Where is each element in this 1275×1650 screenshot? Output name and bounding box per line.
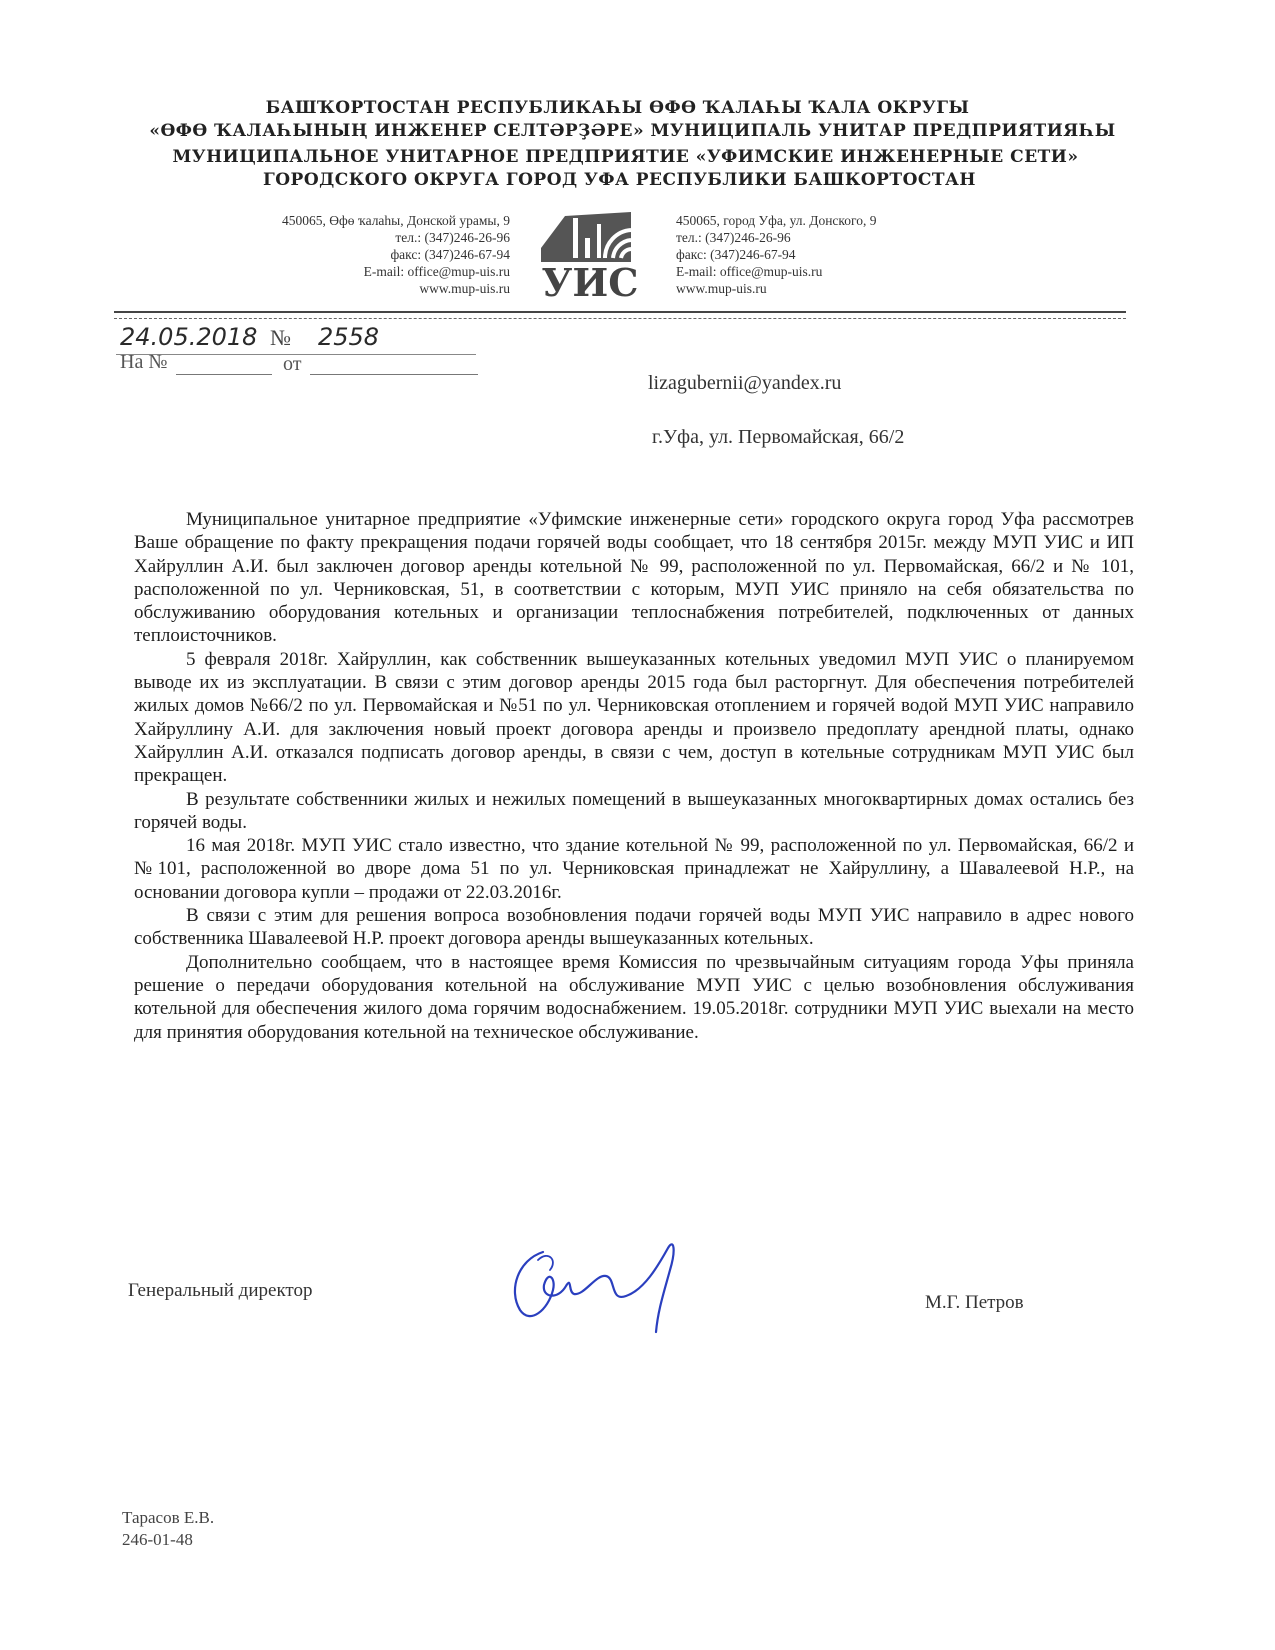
handwritten-signature xyxy=(498,1230,708,1340)
contact-right-email: E-mail: office@mup-uis.ru xyxy=(676,264,823,279)
reply-to-number-blank xyxy=(176,374,272,375)
contact-right-fax: факс: (347)246-67-94 xyxy=(676,247,796,262)
contact-left-website: www.mup-uis.ru xyxy=(419,281,510,296)
signatory-position: Генеральный директор xyxy=(128,1280,313,1301)
header-divider xyxy=(114,311,1126,313)
contact-right-address: 450065, город Уфа, ул. Донского, 9 xyxy=(676,213,877,228)
contact-left-email: E-mail: office@mup-uis.ru xyxy=(363,264,510,279)
contact-left-address: 450065, Өфө ҡалаһы, Донской урамы, 9 xyxy=(281,213,510,228)
letter-body xyxy=(134,508,1134,1044)
body-paragraph: Муниципальное унитарное предприятие «Уфимские инженерные сети» городского округа город Уфа рассмотрев Ваше обращение по факту прекращения подачи горячей воды сообщает, что 18 сентября 2015г. между МУП УИС и ИП Хайруллин А.И. был заключен договор аренды котельной № 99, расположенной по ул. Первомайская, 66/2 и № 101, расположенной по ул. Черниковская, 51, в соответствии с которым, МУП УИС приняло на себя обязательства по обслуживанию оборудования котельных и организации теплоснабжения потребителей, подключенных от данных теплоисточников. xyxy=(134,509,1134,647)
header-line-2: «ӨФӨ ҠАЛАҺЫНЫҢ ИНЖЕНЕР СЕЛТӘРҘӘРЕ» МУНИЦИПАЛЬ УНИТАР ПРЕДПРИЯТИЯҺЫ xyxy=(149,121,1116,141)
executor-name: Тарасов Е.В. xyxy=(122,1508,215,1527)
body-paragraph: 5 февраля 2018г. Хайруллин, как собственник вышеуказанных котельных уведомил МУП УИС о планируемом выводе их из эксплуатации. В связи с этим договор аренды 2015 года был расторгнут. Для обеспечения потребителей жилых домов №66/2 по ул. Первомайская и №51 по ул. Черниковская отоплением и горячей водой МУП УИС направило Хайруллину А.И. для заключения новый проект договора аренды и произвело предоплату арендной платы, однако Хайруллин А.И. отказался подписать договор аренды, в связи с чем, доступ в котельные сотрудникам МУП УИС был прекращен. xyxy=(134,648,1134,787)
contact-left-fax: факс: (347)246-67-94 xyxy=(390,247,510,262)
contacts-left xyxy=(190,212,510,297)
executor-phone: 246-01-48 xyxy=(122,1530,193,1549)
body-paragraph: В связи с этим для решения вопроса возобновления подачи горячей воды МУП УИС направило в адрес нового собственника Шавалеевой Н.Р. проект договора аренды вышеуказанных котельных. xyxy=(134,905,1134,950)
body-paragraph: 16 мая 2018г. МУП УИС стало известно, что здание котельной № 99, расположенной по ул. Первомайская, 66/2 и №101, расположенной во дворе дома 51 по ул. Черниковская принадлежат не Хайруллину, а Шавалеевой Н.Р., на основании договора купли – продажи от 22.03.2016г. xyxy=(134,835,1134,903)
reply-from-label: от xyxy=(283,353,302,375)
header-line-3: МУНИЦИПАЛЬНОЕ УНИТАРНОЕ ПРЕДПРИЯТИЕ «УФИМСКИЕ ИНЖЕНЕРНЫЕ СЕТИ» xyxy=(172,147,1079,167)
body-paragraph: Дополнительно сообщаем, что в настоящее время Комиссия по чрезвычайным ситуациям города Уфы приняла решение о передачи оборудования котельной на обслуживание МУП УИС с целью возобновления обслуживания котельной для обеспечения жилого дома горячим водоснабжением. 19.05.2018г. сотрудники МУП УИС выехали на место для принятия оборудования котельной на техническое обслуживание. xyxy=(134,951,1134,1043)
recipient-email: lizagubernii@yandex.ru xyxy=(648,372,842,394)
header-line-1: БАШҠОРТОСТАН РЕСПУБЛИКАҺЫ ӨФӨ ҠАЛАҺЫ ҠАЛА ОКРУГЫ xyxy=(265,98,970,118)
header-line-4: ГОРОДСКОГО ОКРУГА ГОРОД УФА РЕСПУБЛИКИ БАШКОРТОСТАН xyxy=(263,170,976,190)
contact-left-phone: тел.: (347)246-26-96 xyxy=(395,230,510,245)
outgoing-date: 24.05.2018 xyxy=(120,323,258,351)
logo-text: УИС xyxy=(541,260,639,305)
contact-right-phone: тел.: (347)246-26-96 xyxy=(676,230,791,245)
body-paragraph: В результате собственники жилых и нежилых помещений в вышеуказанных многоквартирных домах остались без горячей воды. xyxy=(134,788,1134,833)
header-divider-secondary xyxy=(114,318,1126,319)
company-logo xyxy=(535,208,645,304)
signatory-name: М.Г. Петров xyxy=(925,1292,1024,1313)
outgoing-number-sign: № xyxy=(270,325,291,350)
reply-to-number-label: На № xyxy=(120,351,168,373)
outgoing-number: 2558 xyxy=(318,323,380,351)
contact-right-website: www.mup-uis.ru xyxy=(676,281,767,296)
signature-icon xyxy=(498,1230,708,1340)
reply-from-blank xyxy=(310,374,478,375)
contacts-right xyxy=(676,212,996,297)
recipient-address: г.Уфа, ул. Первомайская, 66/2 xyxy=(652,426,905,448)
